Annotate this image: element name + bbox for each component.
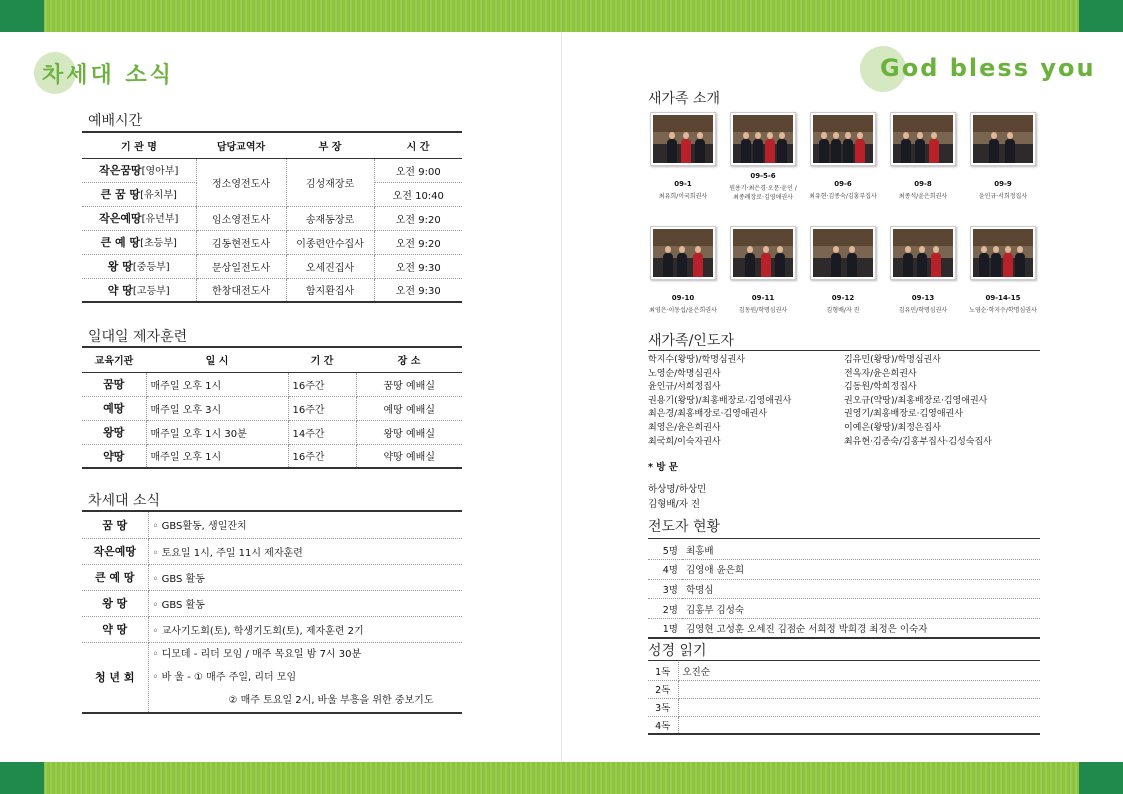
photo-id: 09-1 — [674, 180, 692, 188]
training-table — [82, 348, 462, 469]
list-item: 권영기/최홍배장로·김영애권사 — [844, 409, 963, 420]
photo-id: 09-10 — [671, 294, 695, 302]
bible-names — [678, 680, 1040, 698]
bible-table — [648, 662, 1040, 735]
table-row — [648, 618, 1040, 638]
status-count: 2명 — [648, 599, 682, 619]
leader-name: 이종련안수집사 — [286, 230, 374, 254]
news-text: ◦ GBS활동, 생일잔치 — [148, 512, 462, 538]
dept-name: [유년부] — [141, 214, 179, 225]
youth-line: ② 매주 토요일 2시, 바울 부흥을 위한 중보기도 — [228, 694, 434, 706]
bible-names — [678, 698, 1040, 716]
photo-card — [888, 112, 958, 202]
leader-name: 함지환집사 — [286, 278, 374, 302]
photo-id: 09-6 — [834, 180, 852, 188]
training-when: 매주일 오후 1시 30분 — [146, 420, 288, 444]
status-count: 1명 — [648, 618, 682, 638]
family-photo — [893, 115, 953, 163]
worship-time: 오전 9:00 — [374, 158, 462, 182]
org-name: 왕땅 — [82, 420, 146, 444]
news-text: ◦ GBS 활동 — [148, 564, 462, 590]
training-when: 매주일 오후 1시 — [146, 372, 288, 396]
list-item: 노영순/학명심권사 — [648, 368, 721, 379]
dept-name: [초등부] — [140, 238, 177, 249]
photo-card — [968, 226, 1038, 315]
list-item: 권용기(왕땅)/최홍배장로·김영애권사 — [648, 395, 792, 406]
bible-label: 2독 — [648, 680, 678, 698]
photo-id: 09-14-15 — [985, 294, 1021, 302]
dept-name: [중등부] — [132, 262, 170, 273]
status-table — [648, 540, 1040, 639]
pastor-name: 김동현전도사 — [196, 230, 286, 254]
worship-time: 오전 9:30 — [374, 254, 462, 278]
worship-time: 오전 9:30 — [374, 278, 462, 302]
bible-label: 3독 — [648, 698, 678, 716]
table-row — [82, 158, 462, 182]
leader-name: 김성재장로 — [286, 158, 374, 206]
bible-names: 오진순 — [678, 662, 1040, 680]
table-row — [82, 420, 462, 444]
table-row — [82, 512, 462, 538]
bible-title: 성경 읽기 — [648, 643, 707, 659]
list-item: 최은경/최홍배장로·김영애권사 — [648, 409, 767, 420]
family-photo — [653, 115, 713, 163]
photo-id: 09-5-6 — [750, 172, 776, 180]
photo-names: 원용기·최은경·오문·윤인 /최종례장로·김영애권사 — [729, 185, 797, 201]
news-text: ◦ 토요일 1시, 주일 11시 제자훈련 — [148, 538, 462, 564]
table-row — [82, 372, 462, 396]
table-row — [82, 642, 462, 713]
family-photo — [893, 229, 953, 277]
evangelist-list — [648, 354, 1040, 449]
family-photo — [733, 115, 793, 163]
photo-id: 09-11 — [751, 294, 775, 302]
photo-names: 최유현·김종숙/김홍부집사 — [809, 193, 877, 200]
table-row — [82, 538, 462, 564]
org-name: 약 땅 — [107, 283, 133, 297]
list-item: 최유현·김종숙/김홍부집사·김성숙집사 — [844, 436, 992, 447]
org-name: 작은예땅 — [82, 538, 148, 564]
news-title: 차세대 소식 — [88, 493, 161, 509]
worship-header-time: 시 간 — [374, 134, 462, 158]
list-item: 하상명/하상민 — [648, 484, 707, 495]
pastor-name: 한창대전도사 — [196, 278, 286, 302]
training-period: 16주간 — [288, 396, 356, 420]
bible-label: 4독 — [648, 716, 678, 734]
photo-names: 김동원/학명심권사 — [738, 307, 788, 314]
org-name: 왕 땅 — [82, 590, 148, 616]
table-row — [648, 662, 1040, 680]
worship-header-pastor: 담당교역자 — [196, 134, 286, 158]
table-row — [82, 230, 462, 254]
table-row — [648, 680, 1040, 698]
status-count: 4명 — [648, 560, 682, 580]
worship-title: 예배시간 — [88, 113, 143, 129]
training-header-place: 장 소 — [356, 348, 462, 372]
youth-line: ◦ 바 울 - ① 매주 주일, 리더 모임 — [152, 671, 297, 683]
training-when: 매주일 오후 3시 — [146, 396, 288, 420]
worship-header-leader: 부 장 — [286, 134, 374, 158]
visit-list — [648, 482, 706, 512]
status-names: 김영현 고성훈 오세진 김점순 서희정 박희경 최정은 이숙자 — [682, 618, 1040, 638]
org-name: 왕 땅 — [107, 260, 133, 273]
family-photo — [733, 229, 793, 277]
photo-names: 최유희/이국희권사 — [658, 193, 708, 200]
leader-name: 송재동장로 — [286, 206, 374, 230]
new-family-title: 새가족 소개 — [648, 91, 721, 107]
list-item: 권오규(약땅)/최홍배장로·김영애권사 — [844, 395, 988, 406]
leader-name: 오세진집사 — [286, 254, 374, 278]
news-text: ◦ GBS 활동 — [148, 590, 462, 616]
photo-card — [808, 112, 878, 202]
photo-names: 윤인규·서희정집사 — [978, 193, 1028, 200]
training-header-period: 기 간 — [288, 348, 356, 372]
photo-row-1 — [648, 112, 1038, 202]
training-period: 16주간 — [288, 372, 356, 396]
status-names: 학명심 — [682, 579, 1040, 599]
table-row — [648, 698, 1040, 716]
table-row — [82, 564, 462, 590]
family-photo — [813, 229, 873, 277]
worship-time: 오전 9:20 — [374, 206, 462, 230]
training-header-when: 일 시 — [146, 348, 288, 372]
photo-card — [728, 226, 798, 315]
worship-time: 오전 9:20 — [374, 230, 462, 254]
bible-label: 1독 — [648, 662, 678, 680]
worship-table — [82, 134, 462, 303]
photo-card — [728, 112, 798, 202]
training-place: 꿈땅 예배실 — [356, 372, 462, 396]
org-name: 약 땅 — [82, 616, 148, 642]
status-title: 전도자 현황 — [648, 519, 721, 535]
photo-names: 노영순·학지수/학명심권사 — [969, 307, 1037, 314]
table-row — [82, 444, 462, 468]
news-table — [82, 512, 462, 714]
photo-names: 최종석/윤은희권사 — [898, 193, 948, 200]
table-row — [82, 278, 462, 302]
dept-name: [고등부] — [132, 285, 170, 297]
photo-row-2 — [648, 226, 1038, 315]
list-item: 김유민(왕땅)/학명심권사 — [844, 355, 941, 365]
status-count: 3명 — [648, 579, 682, 599]
training-place: 예땅 예배실 — [356, 396, 462, 420]
list-item: 이예은(왕땅)/최정은집사 — [844, 422, 941, 433]
visit-title: * 방 문 — [648, 462, 678, 473]
bible-names — [678, 716, 1040, 734]
evangelist-title: 새가족/인도자 — [648, 333, 734, 349]
worship-time: 오전 10:40 — [374, 182, 462, 206]
photo-card — [808, 226, 878, 315]
photo-card — [888, 226, 958, 315]
training-title: 일대일 제자훈련 — [88, 329, 188, 345]
list-item: 김형배/자 진 — [648, 499, 701, 510]
table-row — [648, 540, 1040, 560]
org-name: 작은예땅 — [99, 212, 142, 225]
photo-names: 김유민/학명심권사 — [898, 307, 948, 314]
family-photo — [973, 229, 1033, 277]
pastor-name: 문상일전도사 — [196, 254, 286, 278]
family-photo — [653, 229, 713, 277]
photo-names: 최영은·이동섭/윤은희권사 — [649, 307, 717, 314]
dept-name: [유치부] — [140, 190, 177, 201]
photo-card — [648, 112, 718, 202]
list-item: 전옥자/윤은희권사 — [844, 368, 917, 379]
training-place: 약땅 예배실 — [356, 444, 462, 468]
photo-id: 09-12 — [831, 294, 855, 302]
table-row — [648, 560, 1040, 580]
table-row — [648, 716, 1040, 734]
list-item: 학지수(왕땅)/학명심권사 — [648, 355, 745, 365]
org-name: 작은꿈땅 — [99, 164, 142, 177]
left-page-title: 차세대 소식 — [42, 63, 174, 88]
youth-line: ◦ 디모데 - 리더 모임 / 매주 목요일 밤 7시 30분 — [152, 648, 362, 660]
worship-header-org: 기 관 명 — [82, 134, 196, 158]
training-period: 16주간 — [288, 444, 356, 468]
pastor-name: 임소영전도사 — [196, 206, 286, 230]
training-header-org: 교육기관 — [82, 348, 146, 372]
dept-name: [영아부] — [141, 166, 179, 177]
org-name: 청 년 회 — [82, 642, 148, 713]
table-row — [82, 616, 462, 642]
status-names: 김영애 윤은희 — [682, 560, 1040, 580]
photo-id: 09-8 — [914, 180, 932, 188]
training-when: 매주일 오후 1시 — [146, 444, 288, 468]
page-divider — [561, 32, 562, 762]
list-item: 최국희/이숙자권사 — [648, 436, 721, 447]
photo-card — [968, 112, 1038, 202]
org-name: 꿈 땅 — [82, 512, 148, 538]
list-item: 최영은/윤은희권사 — [648, 422, 721, 433]
pastor-name: 정소영전도사 — [196, 158, 286, 206]
table-row — [82, 254, 462, 278]
table-row — [82, 590, 462, 616]
org-name: 큰 꿈 땅 — [100, 188, 141, 201]
training-period: 14주간 — [288, 420, 356, 444]
top-band — [0, 0, 1123, 32]
status-names: 최홍배 — [682, 540, 1040, 560]
right-page-title: God bless you — [880, 54, 1096, 82]
family-photo — [813, 115, 873, 163]
photo-id: 09-13 — [911, 294, 935, 302]
photo-card — [648, 226, 718, 315]
org-name: 약땅 — [82, 444, 146, 468]
table-row — [82, 206, 462, 230]
org-name: 큰 예 땅 — [100, 236, 141, 249]
photo-id: 09-9 — [994, 180, 1012, 188]
org-name: 큰 예 땅 — [82, 564, 148, 590]
training-place: 왕땅 예배실 — [356, 420, 462, 444]
org-name: 꿈땅 — [82, 372, 146, 396]
list-item: 김동원/학희정집사 — [844, 382, 917, 393]
status-count: 5명 — [648, 540, 682, 560]
table-row — [648, 599, 1040, 619]
news-text: ◦ 교사기도회(토), 학생기도회(토), 제자훈련 2기 — [148, 616, 462, 642]
org-name: 예땅 — [82, 396, 146, 420]
list-item: 윤인규/서희정집사 — [648, 382, 721, 393]
table-row — [82, 396, 462, 420]
bottom-band — [0, 762, 1123, 794]
table-row — [648, 579, 1040, 599]
family-photo — [973, 115, 1033, 163]
status-names: 김홍부 김성숙 — [682, 599, 1040, 619]
photo-names: 김형배/자 진 — [826, 307, 860, 314]
